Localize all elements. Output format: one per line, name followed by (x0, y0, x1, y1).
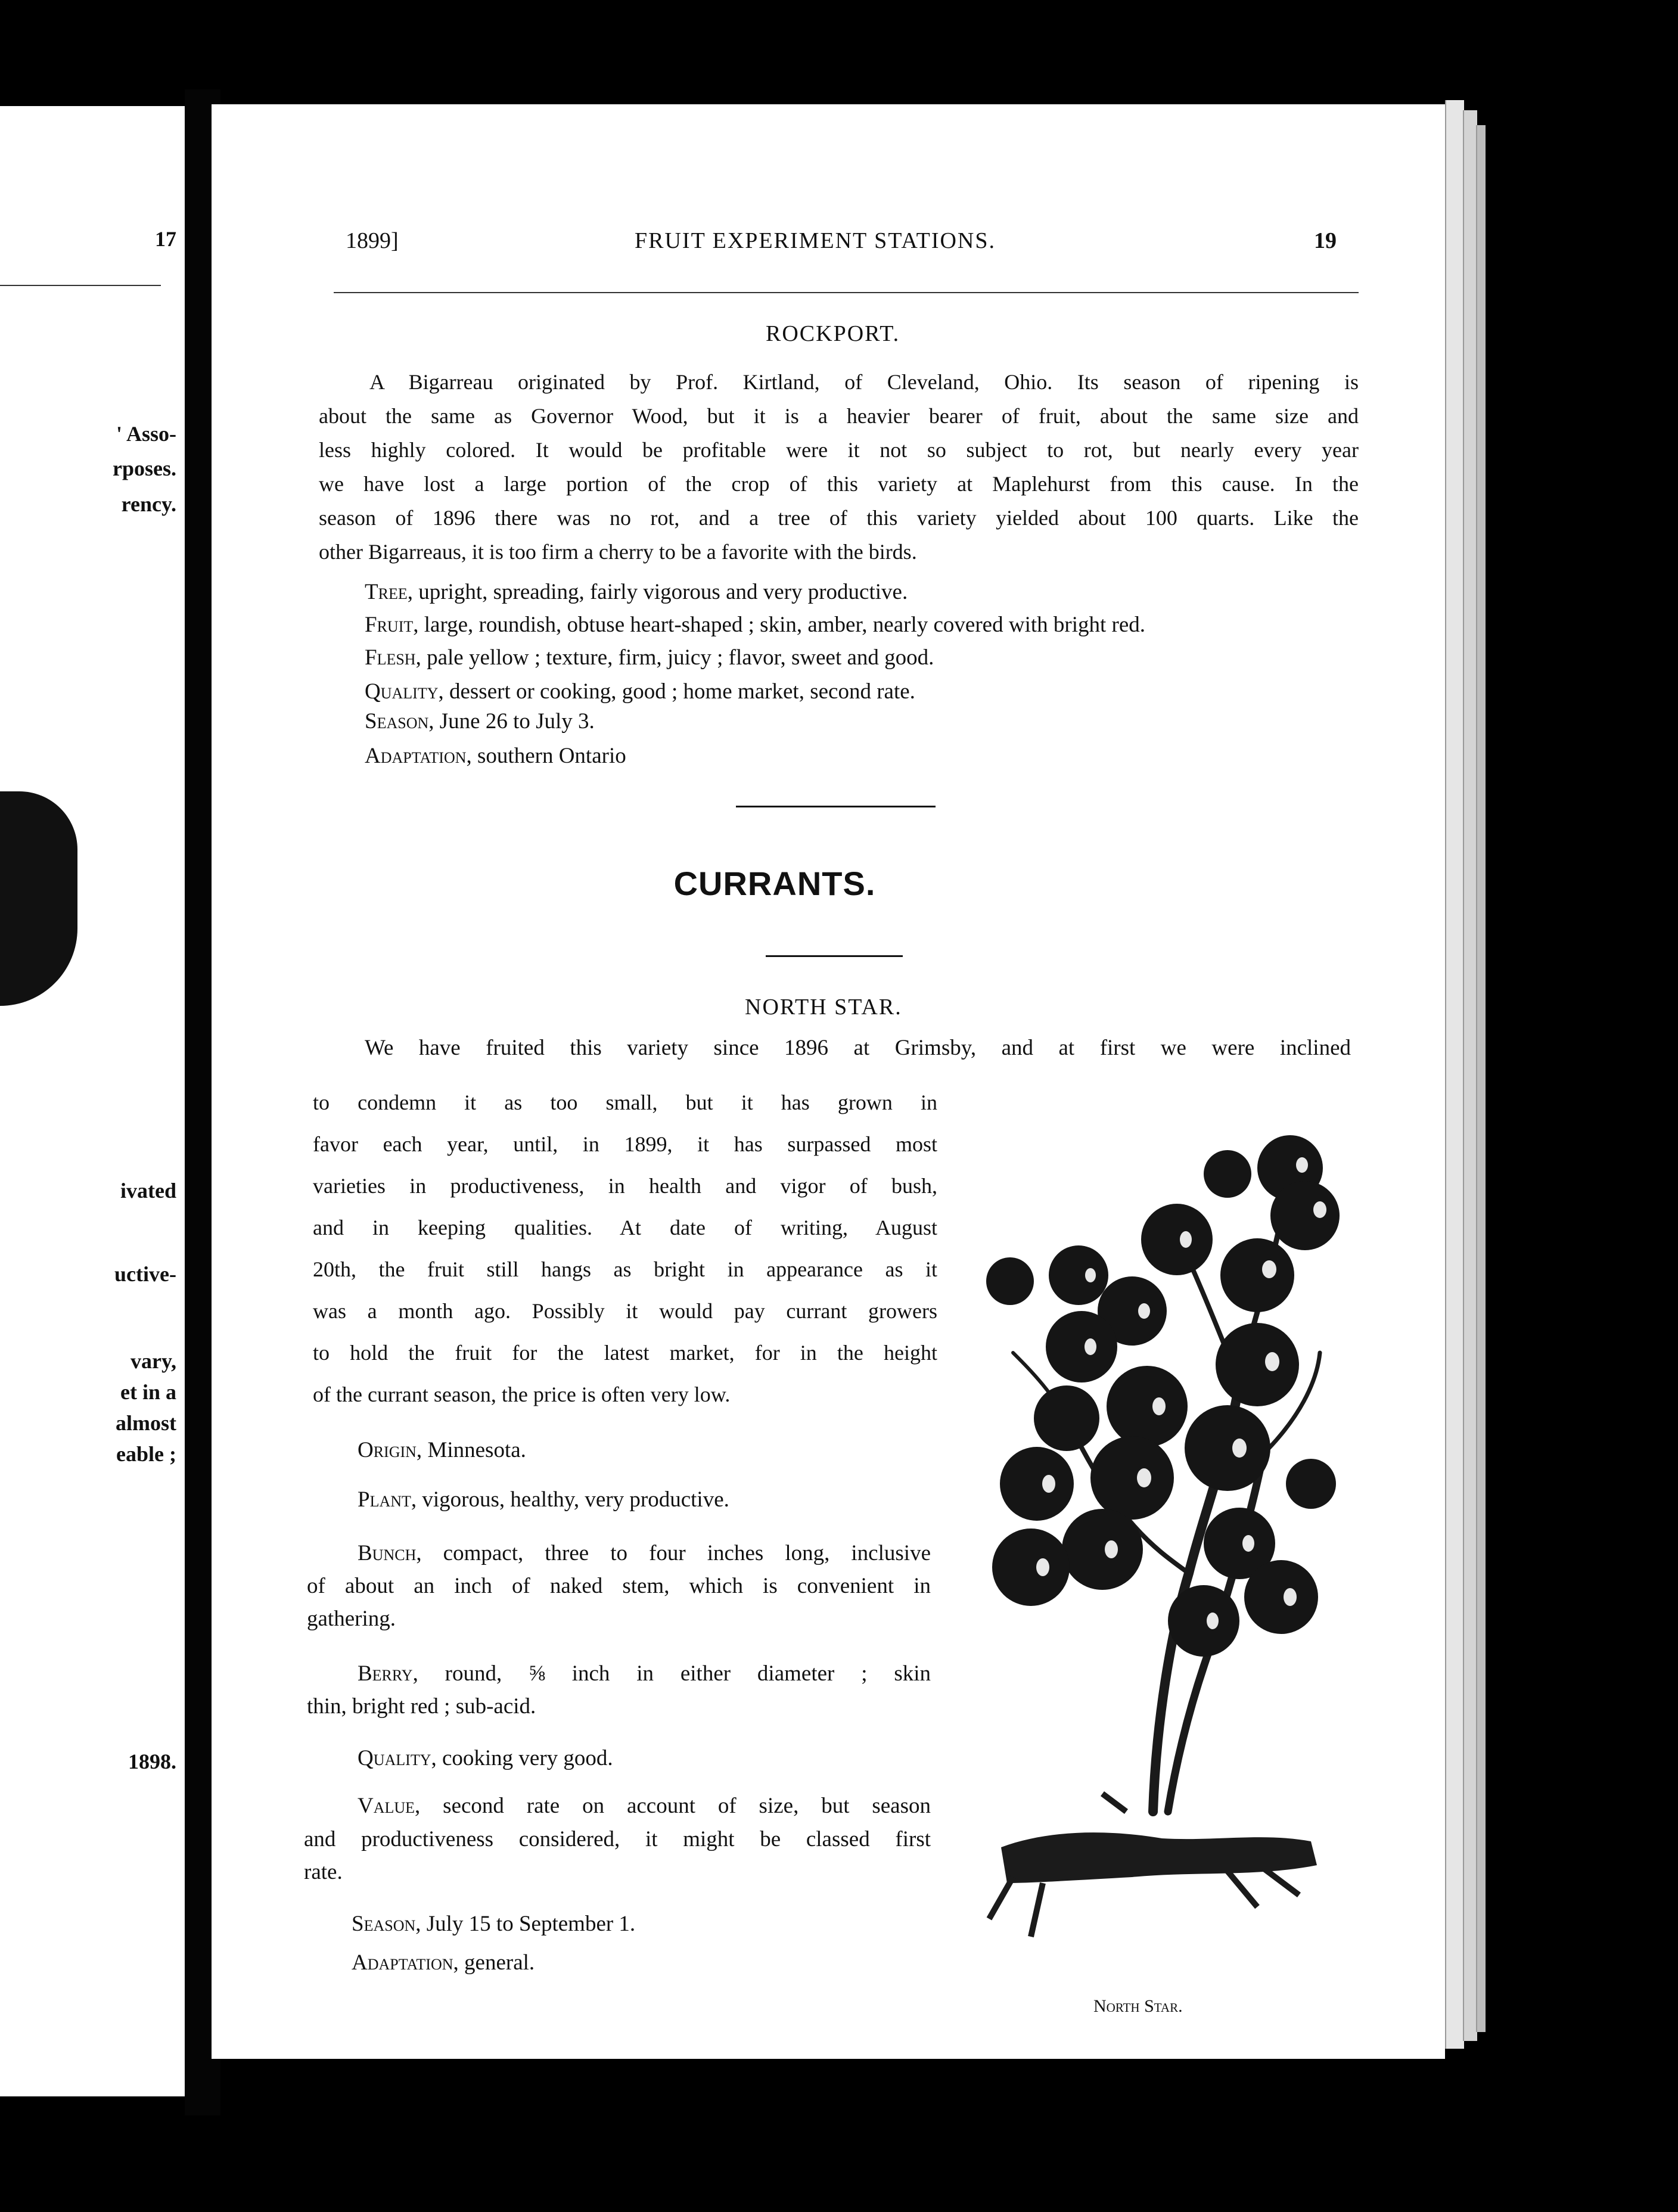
field-label: Origin, (358, 1438, 422, 1462)
leaf-illustration-fragment (0, 791, 77, 1006)
left-fragment: ' Asso- (116, 422, 176, 446)
paragraph-line: to condemn it as too small, but it has grown in (313, 1091, 937, 1114)
field-label: Bunch, (358, 1541, 422, 1565)
paragraph-line: 20th, the fruit still hangs as bright in appearance as it (313, 1257, 937, 1281)
paragraph-line: favor each year, until, in 1899, it has surpassed most (313, 1132, 937, 1156)
field-fruit (365, 614, 1145, 636)
field-text: Minnesota. (422, 1438, 526, 1462)
field-text: second rate on account of size, but season (420, 1794, 931, 1818)
field-text: July 15 to September 1. (421, 1912, 636, 1936)
field-text: pale yellow ; texture, firm, juicy ; flavor, sweet and good. (421, 645, 934, 670)
left-fragment: uctive- (114, 1262, 176, 1286)
previous-page-fragment (0, 106, 185, 2096)
subsection-title-north-star: NORTH STAR. (745, 995, 902, 1020)
field-text: compact, three to four inches long, inclusive (421, 1541, 931, 1565)
section-title-rockport: ROCKPORT. (766, 321, 900, 346)
field-quality (365, 681, 915, 703)
field-text: dessert or cooking, good ; home market, second rate. (443, 679, 915, 704)
header-year: 1899] (346, 228, 399, 253)
field-text: thin, bright red ; sub-acid. (307, 1694, 536, 1719)
left-fragment: eable ; (116, 1442, 176, 1466)
paragraph-line: A Bigarreau originated by Prof. Kirtland, of Cleveland, Ohio. Its season of ripening is (369, 370, 1359, 394)
field-flesh (365, 647, 934, 669)
running-title: FRUIT EXPERIMENT STATIONS. (635, 228, 996, 253)
left-fragment: ivated (120, 1179, 176, 1203)
field-text: of about an inch of naked stem, which is convenient in (307, 1574, 931, 1598)
left-page-header-rule (0, 285, 161, 286)
field-label: Fruit, (365, 613, 419, 637)
page-number: 19 (1314, 228, 1337, 253)
paragraph-line: to hold the fruit for the latest market, for in the height (313, 1341, 937, 1365)
field-label: Berry, (358, 1661, 418, 1686)
field-adaptation-currant (352, 1952, 535, 1974)
field-value (358, 1795, 931, 1817)
field-text: upright, spreading, fairly vigorous and very productive. (412, 580, 908, 604)
field-text: vigorous, healthy, very productive. (417, 1487, 729, 1512)
field-label: Tree, (365, 580, 413, 604)
field-text: general. (458, 1950, 535, 1975)
field-berry (358, 1663, 931, 1685)
paragraph-line: was a month ago. Possibly it would pay currant growers (313, 1299, 937, 1323)
field-plant (358, 1489, 729, 1511)
left-fragment: vary, (130, 1349, 176, 1373)
field-text: round, ⅝ inch in either diameter ; skin (418, 1661, 931, 1686)
field-text: and productiveness considered, it might be classed first (304, 1827, 931, 1851)
rockport-paragraph (319, 365, 1359, 569)
paragraph-line: we have lost a large portion of the crop of this variety at Maplehurst from this cause. In the (319, 472, 1359, 496)
left-fragment: 1898. (128, 1750, 176, 1773)
left-fragment: rency. (121, 492, 176, 516)
header-rule (334, 292, 1359, 293)
field-text: large, roundish, obtuse heart-shaped ; skin, amber, nearly covered with bright red. (418, 613, 1146, 637)
north-star-paragraph (313, 1082, 937, 1415)
left-fragment: et in a (120, 1380, 176, 1404)
left-fragment: rposes. (113, 456, 176, 480)
field-label: Season, (352, 1912, 421, 1936)
paragraph-line: and in keeping qualities. At date of writing, August (313, 1216, 937, 1239)
field-label: Value, (358, 1794, 421, 1818)
field-bunch (358, 1542, 931, 1564)
paragraph-line: less highly colored. It would be profitable were it not so subject to rot, but nearly every year (319, 438, 1359, 462)
paragraph-line: season of 1896 there was no rot, and a tree of this variety yielded about 100 quarts. Like the (319, 506, 1359, 530)
field-text: gathering. (307, 1607, 396, 1631)
north-star-currant-illustration (977, 1096, 1347, 1984)
section-divider (736, 806, 936, 807)
paragraph-line: other Bigarreaus, it is too firm a cherry to be a favorite with the birds. (319, 540, 917, 564)
paragraph-line: of the currant season, the price is often very low. (313, 1382, 731, 1406)
field-season-currant (352, 1913, 635, 1935)
paragraph-line: We have fruited this variety since 1896 at Grimsby, and at first we were inclined (365, 1036, 1351, 1060)
field-adaptation (365, 745, 626, 767)
field-season (365, 710, 595, 732)
field-quality-currant (358, 1747, 613, 1769)
left-fragment: almost (116, 1411, 176, 1435)
section-title-currants: CURRANTS. (673, 865, 876, 902)
field-tree (365, 581, 908, 603)
field-origin (358, 1439, 526, 1461)
paragraph-line: about the same as Governor Wood, but it is a heavier bearer of fruit, about the same size and (319, 404, 1359, 428)
field-label: Quality, (365, 679, 444, 704)
illustration-caption: North Star. (1093, 1996, 1183, 2016)
left-page-number: 17 (155, 227, 176, 251)
field-text: rate. (304, 1860, 343, 1884)
page-stack-edge (1463, 110, 1477, 2041)
paragraph-line: varieties in productiveness, in health and vigor of bush, (313, 1174, 937, 1198)
field-label: Adaptation, (352, 1950, 459, 1975)
field-label: Season, (365, 709, 434, 734)
field-label: Adaptation, (365, 744, 472, 768)
section-divider (766, 955, 903, 957)
field-label: Quality, (358, 1746, 437, 1770)
field-text: southern Ontario (471, 744, 626, 768)
field-label: Flesh, (365, 645, 421, 670)
page-stack-edge (1445, 100, 1464, 2049)
field-text: cooking very good. (436, 1746, 613, 1770)
field-text: June 26 to July 3. (434, 709, 595, 734)
page-stack-edge (1476, 125, 1486, 2032)
field-label: Plant, (358, 1487, 417, 1512)
